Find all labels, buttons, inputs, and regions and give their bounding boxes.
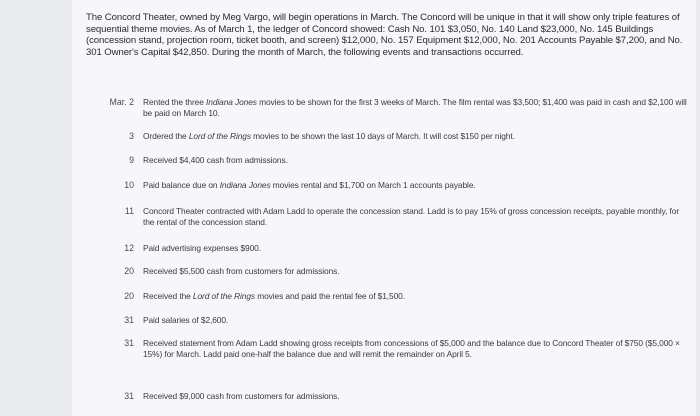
transaction-description [143, 180, 688, 191]
movie-title: Lord of the Rings [188, 131, 251, 141]
description-text: Received $4,400 cash from admissions. [143, 155, 288, 165]
transaction-date: 12 [124, 243, 134, 253]
transaction-date: 31 [124, 391, 134, 401]
problem-intro: The Concord Theater, owned by Meg Vargo, will begin operations in March. The Concord will be unique in that it will show only triple features of sequential theme movies. As of March 1, the ledger of Concord showed: Cash No. 101 $3,050, No. 140 Land $23,000, No. 145 Buildings (concession stand, projection room, ticket booth, and screen) $12,000, No. 157 Equipment $12,000, No. 201 Accounts Payable $7,200, and No. 301 Owner's Capital $42,850. During the month of March, the following events and transactions occurred. [86, 12, 683, 58]
transaction-date: 20 [124, 291, 134, 301]
description-text: Received the [143, 291, 193, 301]
transaction-date: 31 [124, 338, 134, 348]
movie-title: Indiana Jones [206, 97, 257, 107]
movie-title: Indiana Jones [219, 180, 271, 190]
description-text: Rented the three [143, 97, 207, 107]
transaction-date: Mar. 2 [109, 97, 134, 107]
transaction-description [143, 131, 688, 142]
transaction-description [143, 338, 688, 359]
description-text: movies rental and $1,700 on March 1 accounts payable. [270, 180, 476, 190]
description-text: Received $9,000 cash from customers for admissions. [143, 391, 340, 401]
transaction-description [143, 291, 688, 302]
transaction-date: 10 [124, 180, 134, 190]
transaction-date: 9 [129, 155, 134, 165]
transaction-description [143, 266, 688, 277]
description-text: Paid advertising expenses $900. [143, 243, 261, 253]
description-text: Paid salaries of $2,600. [143, 315, 229, 325]
transaction-description [143, 391, 688, 402]
movie-title: Lord of the Rings [192, 291, 256, 301]
transaction-date: 11 [124, 206, 134, 216]
textbook-page [72, 0, 696, 416]
description-text: movies and paid the rental fee of $1,500. [255, 291, 405, 301]
transaction-description [143, 97, 688, 118]
transaction-description [143, 243, 688, 254]
description-text: Ordered the [143, 131, 189, 141]
transaction-description [143, 315, 688, 326]
description-text: Concord Theater contracted with Adam Ladd to operate the concession stand. Ladd is to pay 15% of gross concession receipts, payable monthly, for the rental of the concession stand. [143, 206, 680, 227]
description-text: Paid balance due on [143, 180, 220, 190]
transaction-date: 20 [124, 266, 134, 276]
description-text: movies to be shown the last 10 days of March. It will cost $150 per night. [250, 131, 515, 141]
description-text: Received $5,500 cash from customers for admissions. [143, 266, 340, 276]
transaction-description [143, 155, 688, 166]
transaction-description [143, 206, 688, 227]
transaction-date: 31 [124, 315, 134, 325]
description-text: Received statement from Adam Ladd showing gross receipts from concessions of $5,000 and the balance due to Concord Theater of $750 ($5,000 × 15%) for March. Ladd paid one-half the balance due and will remit the remainder on April 5. [143, 338, 680, 359]
description-text: movies to be shown for the first 3 weeks of March. The film rental was $3,500; $1,400 was paid in cash and $2,100 will be paid on March 10. [143, 97, 687, 118]
transaction-date: 3 [129, 131, 134, 141]
